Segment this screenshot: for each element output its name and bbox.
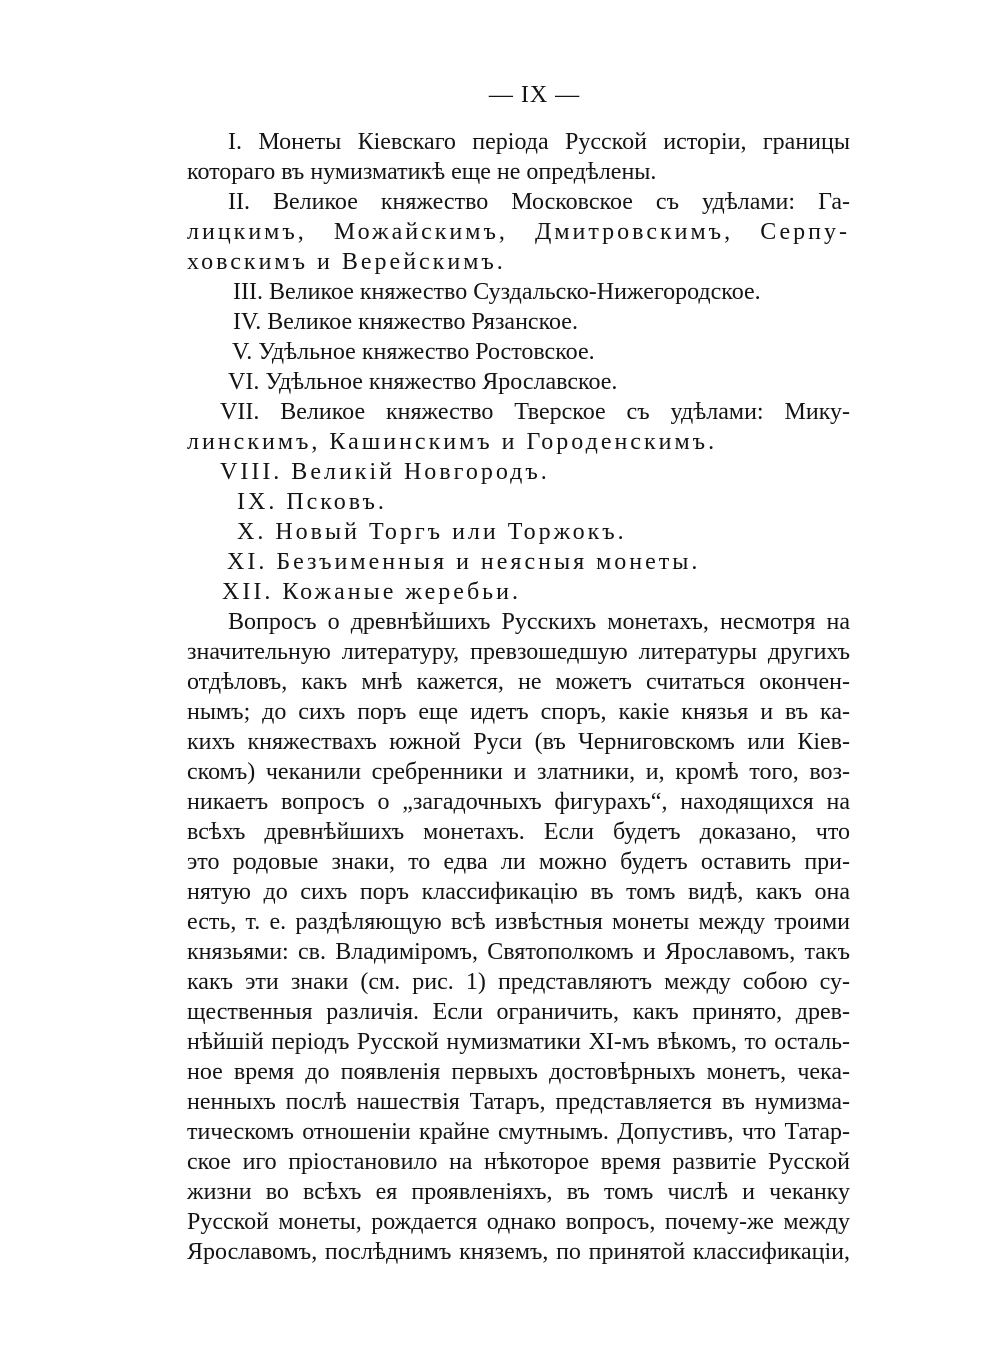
paragraph-line: всѣхъ древнѣйшихъ монетахъ. Если будетъ доказано, что <box>187 819 850 845</box>
paragraph-line: ское иго пріостановило на нѣкоторое время развитіе Русской <box>187 1149 850 1175</box>
body-paragraph <box>187 607 850 1267</box>
paragraph-line: отдѣловъ, какъ мнѣ кажется, не можетъ считаться окончен- <box>187 669 850 695</box>
list-item-12: XII. Кожаные жеребьи. <box>222 579 521 605</box>
paragraph-line: значительную литературу, превзошедшую литературы другихъ <box>187 639 850 665</box>
list-item-1-line-1: I. Монеты Кіевскаго періода Русской исторіи, границы <box>228 129 850 155</box>
paragraph-line: Вопросъ о древнѣйшихъ Русскихъ монетахъ, несмотря на <box>228 609 850 635</box>
list-item-3: III. Великое княжество Суздальско-Нижегородское. <box>233 279 761 305</box>
paragraph-line: нѣйшій періодъ Русской нумизматики XI-мъ вѣкомъ, то осталь- <box>187 1029 850 1055</box>
paragraph-line: Ярославомъ, послѣднимъ княземъ, по принятой классификаціи, <box>187 1239 850 1265</box>
list-item-7-line-1: VII. Великое княжество Тверское съ удѣлами: Мику- <box>220 399 850 425</box>
list-item-11: XI. Безъименныя и неясныя монеты. <box>227 549 701 575</box>
paragraph-line: ненныхъ послѣ нашествія Татаръ, представляется въ нумизма- <box>187 1089 850 1115</box>
paragraph-line: нятую до сихъ поръ классификацію въ томъ видѣ, какъ она <box>187 879 850 905</box>
list-item-6: VI. Удѣльное княжество Ярославское. <box>228 369 618 395</box>
list-item-5: V. Удѣльное княжество Ростовское. <box>232 339 595 365</box>
paragraph-line: есть, т. е. раздѣляющую всѣ извѣстныя монеты между троими <box>187 909 850 935</box>
paragraph-line: кихъ княжествахъ южной Руси (въ Черниговскомъ или Кіев- <box>187 729 850 755</box>
list-item-1-line-2: котораго въ нумизматикѣ еще не опредѣлены. <box>187 159 657 185</box>
list-item-8: VIII. Великій Новгородъ. <box>220 459 550 485</box>
paragraph-line: щественныя различія. Если ограничить, какъ принято, древ- <box>187 999 850 1025</box>
paragraph-line: никаетъ вопросъ о „загадочныхъ фигурахъ“, находящихся на <box>187 789 850 815</box>
paragraph-line: скомъ) чеканили сребренники и златники, и, кромѣ того, воз- <box>187 759 850 785</box>
list-item-2-line-1: II. Великое княжество Московское съ удѣлами: Га- <box>228 189 850 215</box>
paragraph-line: тическомъ отношеніи крайне смутнымъ. Допустивъ, что Татар- <box>187 1119 850 1145</box>
paragraph-line: ное время до появленія первыхъ достовѣрныхъ монетъ, чека- <box>187 1059 850 1085</box>
paragraph-line: нымъ; до сихъ поръ еще идетъ споръ, какіе князья и въ ка- <box>187 699 850 725</box>
page-number: — IX — <box>488 82 581 108</box>
list-item-2-line-2: лицкимъ, Можайскимъ, Дмитровскимъ, Серпу- <box>187 219 850 245</box>
book-page <box>187 80 850 1267</box>
paragraph-line: Русской монеты, рождается однако вопросъ, почему-же между <box>187 1209 850 1235</box>
paragraph-line: жизни во всѣхъ ея проявленіяхъ, въ томъ числѣ и чеканку <box>187 1179 850 1205</box>
chapter-list <box>187 127 850 607</box>
paragraph-line: какъ эти знаки (см. рис. 1) представляютъ между собою су- <box>187 969 850 995</box>
list-item-9: IX. Псковъ. <box>237 489 387 515</box>
list-item-10: X. Новый Торгъ или Торжокъ. <box>237 519 627 545</box>
list-item-4: IV. Великое княжество Рязанское. <box>233 309 578 335</box>
paragraph-line: князьями: св. Владиміромъ, Святополкомъ и Ярославомъ, такъ <box>187 939 850 965</box>
paragraph-line: это родовые знаки, то едва ли можно будетъ оставить при- <box>187 849 850 875</box>
list-item-2-line-3: ховскимъ и Верейскимъ. <box>187 249 506 275</box>
list-item-7-line-2: линскимъ, Кашинскимъ и Городенскимъ. <box>187 429 718 455</box>
